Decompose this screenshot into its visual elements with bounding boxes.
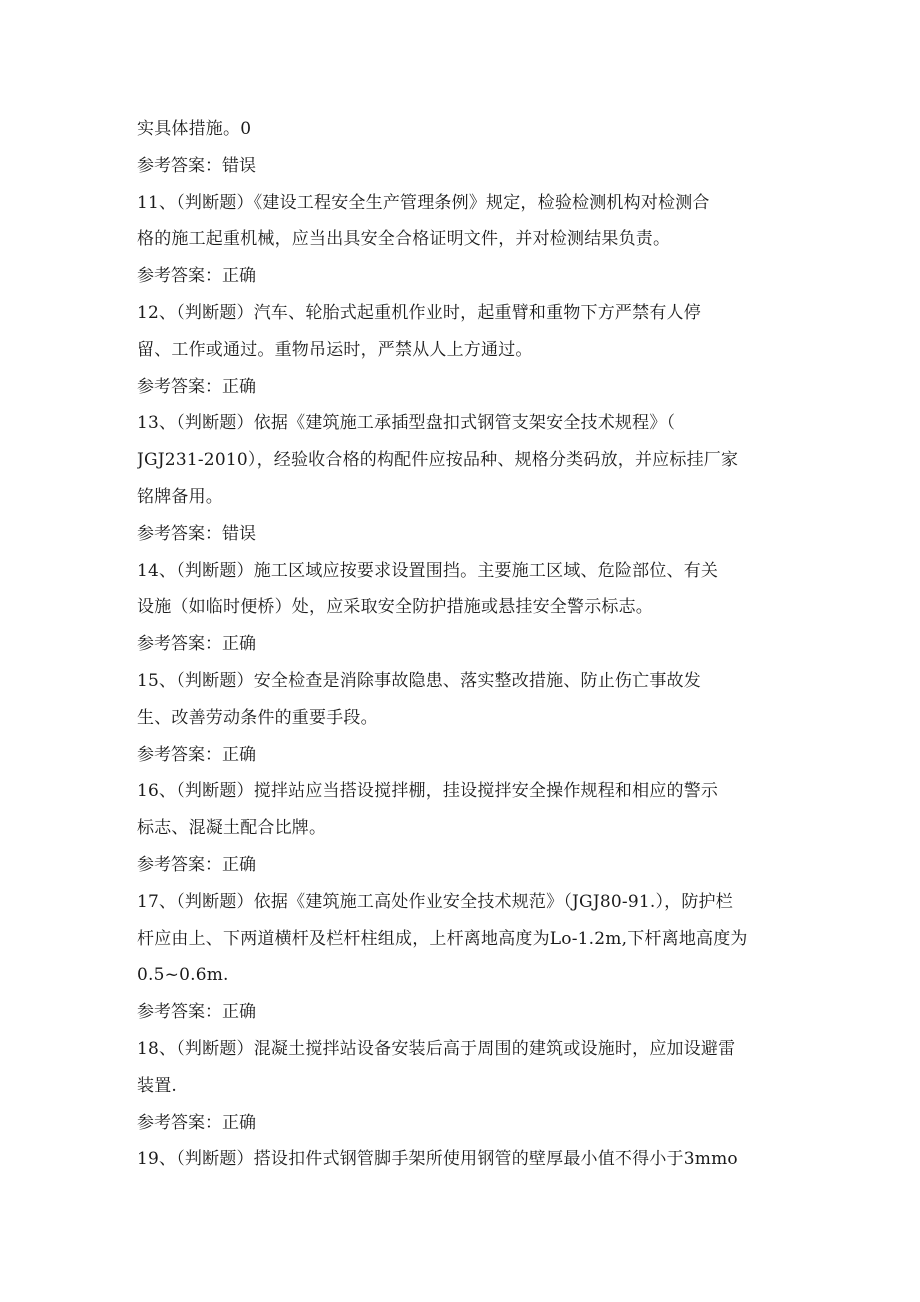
answer-line: 参考答案：正确 xyxy=(137,1002,256,1023)
answer-line: 参考答案：正确 xyxy=(137,854,256,875)
answer-line: 参考答案：错误 xyxy=(137,523,256,544)
answer-line: 参考答案：正确 xyxy=(137,1112,256,1133)
question-line: 12、（判断题）汽车、轮胎式起重机作业时，起重臂和重物下方严禁有人停 xyxy=(137,302,701,323)
text-line: 装置. xyxy=(137,1075,178,1096)
text-line: 实具体措施。0 xyxy=(137,119,252,139)
text-line: 标志、混凝土配合比牌。 xyxy=(137,818,327,839)
answer-line: 参考答案：正确 xyxy=(137,634,256,655)
text-line: JGJ231-2010），经验收合格的构配件应按品种、规格分类码放，并应标挂厂家 xyxy=(137,450,739,471)
text-line: 铭牌备用。 xyxy=(137,486,223,507)
question-line: 15、（判断题）安全检查是消除事故隐患、落实整改措施、防止伤亡事故发 xyxy=(137,670,701,691)
document-body xyxy=(137,111,785,1178)
question-line: 14、（判断题）施工区域应按要求设置围挡。主要施工区域、危险部位、有关 xyxy=(137,560,719,581)
answer-line: 参考答案：错误 xyxy=(137,155,256,176)
text-line: 留、工作或通过。重物吊运时，严禁从人上方通过。 xyxy=(137,339,533,360)
question-line: 18、（判断题）混凝土搅拌站设备安装后高于周围的建筑或设施时，应加设避雷 xyxy=(137,1038,736,1059)
answer-line: 参考答案：正确 xyxy=(137,266,256,287)
question-line: 17、（判断题）依据《建筑施工高处作业安全技术规范》（JGJ80-91.），防护栏 xyxy=(137,891,733,912)
text-line: 0.5~0.6m. xyxy=(137,965,229,986)
question-line: 11、（判断题）《建设工程安全生产管理条例》规定，检验检测机构对检测合 xyxy=(137,192,710,213)
question-line: 13、（判断题）依据《建筑施工承插型盘扣式钢管支架安全技术规程》（ xyxy=(137,413,676,434)
text-line: 生、改善劳动条件的重要手段。 xyxy=(137,707,378,728)
question-line: 19、（判断题）搭设扣件式钢管脚手架所使用钢管的壁厚最小值不得小于3mmo xyxy=(137,1149,738,1170)
question-line: 16、（判断题）搅拌站应当搭设搅拌棚，挂设搅拌安全操作规程和相应的警示 xyxy=(137,781,719,802)
text-line: 杆应由上、下两道横杆及栏杆柱组成，上杆离地高度为Lo-1.2m,下杆离地高度为 xyxy=(137,928,748,949)
text-line: 设施（如临时便桥）处，应采取安全防护措施或悬挂安全警示标志。 xyxy=(137,597,653,618)
text-line: 格的施工起重机械，应当出具安全合格证明文件，并对检测结果负责。 xyxy=(137,229,671,250)
answer-line: 参考答案：正确 xyxy=(137,376,256,397)
answer-line: 参考答案：正确 xyxy=(137,744,256,765)
